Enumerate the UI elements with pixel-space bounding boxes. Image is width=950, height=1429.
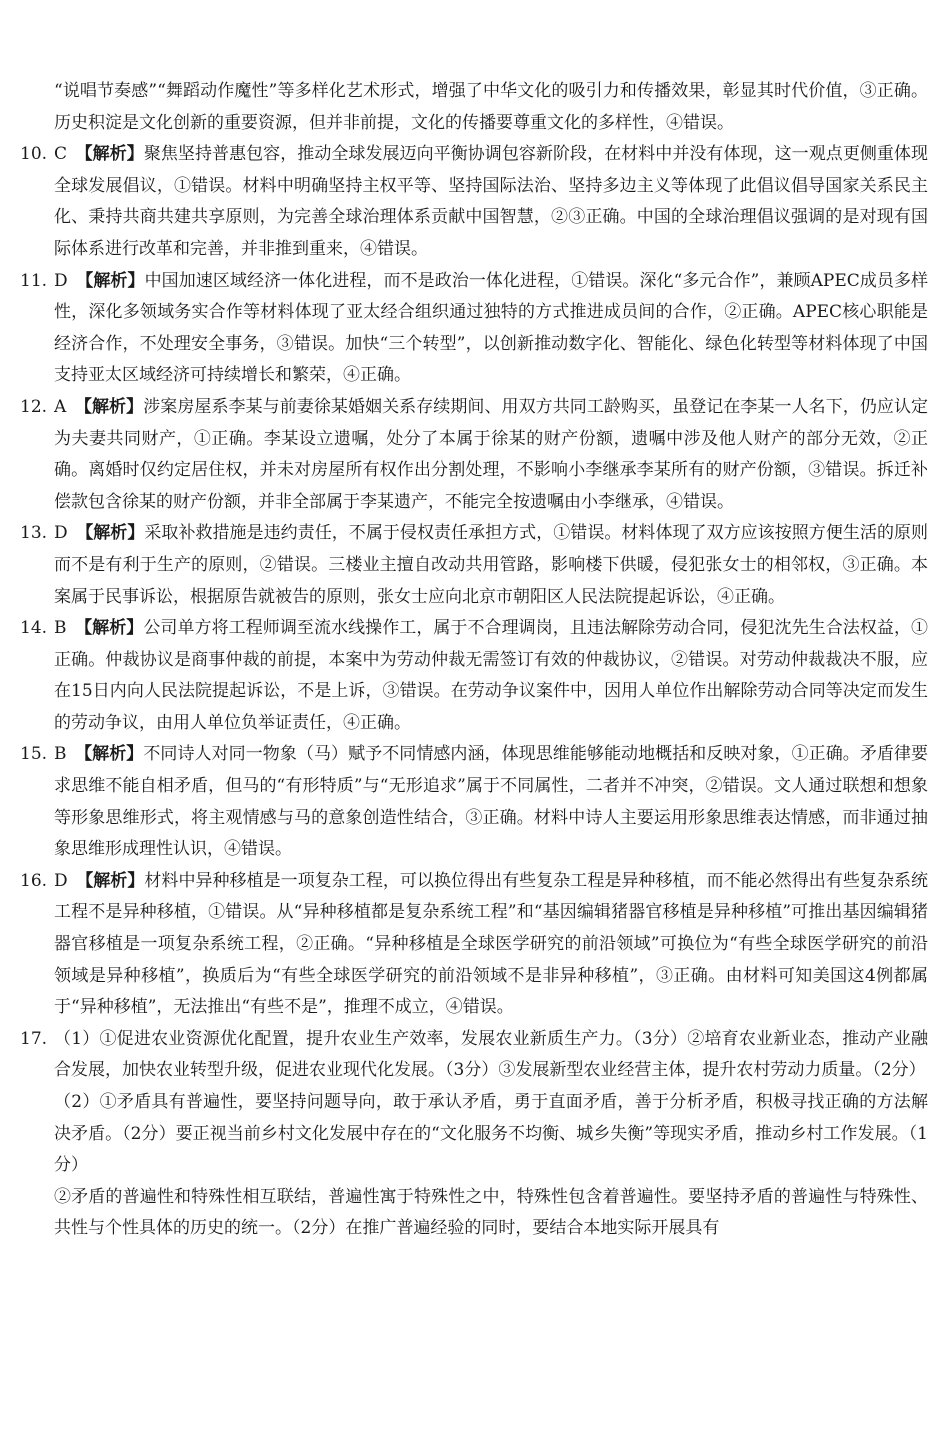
answer-item-13 [20,518,928,613]
item-text: 涉案房屋系李某与前妻徐某婚姻关系存续期间、用双方共同工龄购买，虽登记在李某一人名下，仍应认定为夫妻共同财产，①正确。李某设立遗嘱，处分了本属于徐某的财产份额，遗嘱中涉及他人财产的部分无效，②正确。离婚时仅约定居住权，并未对房屋所有权作出分割处理，不影响小李继承李某所有的财产份额，③错误。拆迁补偿款包含徐某的财产份额，并非全部属于李某遗产，不能完全按遗嘱由小李继承，④错误。 [54,396,929,512]
item-answer: D [54,270,68,291]
q17-part3: ②矛盾的普遍性和特殊性相互联结，普遍性寓于特殊性之中，特殊性包含着普遍性。要坚持矛盾的普遍性与特殊性、共性与个性具体的历史的统一。（2分）在推广普遍经验的同时，要结合本地实际开展具有 [54,1186,928,1239]
item-answer: B [54,618,67,639]
item-body [54,613,928,739]
analysis-tag: 【解析】 [84,144,144,165]
intro-paragraph: “说唱节奏感”“舞蹈动作魔性”等多样化艺术形式，增强了中华文化的吸引力和传播效果，彰显其时代价值，③正确。历史积淀是文化创新的重要资源，但并非前提，文化的传播要尊重文化的多样性，④错误。 [54,81,928,133]
item-text: 材料中异种移植是一项复杂工程，可以换位得出有些复杂工程是异种移植，而不能必然得出有些复杂系统工程不是异种移植，①错误。从“异种移植都是复杂系统工程”和“基因编辑猪器官移植是异种移植”可推出基因编辑猪器官移植是一项复杂系统工程，②正确。“异种移植是全球医学研究的前沿领域”可换位为“有些全球医学研究的前沿领域是异种移植”，换质后为“有些全球医学研究的前沿领域不是非异种移植”，③正确。由材料可知美国这4例都属于“异种移植”，无法推出“有些不是”，推理不成立，④错误。 [54,870,929,1018]
analysis-tag: 【解析】 [84,523,145,544]
answer-item-16 [20,866,928,1024]
item-answer: C [54,144,68,165]
answer-item-11 [20,266,928,392]
item-answer: A [54,396,67,417]
item-text: 聚焦坚持普惠包容，推动全球发展迈向平衡协调包容新阶段，在材料中并没有体现，这一观点更侧重体现全球发展倡议，①错误。材料中明确坚持主权平等、坚持国际法治、坚持多边主义等体现了此倡议倡导国家关系民主化、秉持共商共建共享原则，为完善全球治理体系贡献中国智慧，②③正确。中国的全球治理倡议强调的是对现有国际体系进行改革和完善，并非推到重来，④错误。 [54,144,929,259]
answer-item-10 [20,139,928,265]
item-number: 13. [20,523,48,544]
analysis-tag: 【解析】 [83,744,144,765]
item-answer: D [54,523,68,544]
item-number: 12. [20,396,48,417]
item-text: 公司单方将工程师调至流水线操作工，属于不合理调岗，且违法解除劳动合同，侵犯沈先生合法权益，①正确。仲裁协议是商事仲裁的前提，本案中为劳动仲裁无需签订有效的仲裁协议，②错误。对劳动仲裁裁决不服，应在15日内向人民法院提起诉讼，不是上诉，③错误。在劳动争议案件中，因用人单位作出解除劳动合同等决定而发生的劳动争议，由用人单位负举证责任，④正确。 [54,618,929,733]
item-answer: D [54,870,68,891]
analysis-tag: 【解析】 [84,870,145,891]
answer-item-17 [20,1024,928,1245]
answer-item-15 [20,739,928,865]
answer-item-14 [20,613,928,739]
item-answer: B [54,744,67,765]
item-body [54,518,928,613]
q17-part1: （1）①促进农业资源优化配置，提升农业生产效率，发展农业新质生产力。（3分）②培育农业新业态，推动产业融合发展，加快农业转型升级，促进农业现代化发展。（3分）③发展新型农业经营主体，提升农村劳动力质量。（2分） [54,1028,928,1081]
analysis-tag: 【解析】 [84,270,145,291]
item-text: 中国加速区域经济一体化进程，而不是政治一体化进程，①错误。深化“多元合作”，兼顾APEC成员多样性，深化多领域务实合作等材料体现了亚太经合组织通过独特的方式推进成员间的合作，②正确。APEC核心职能是经济合作，不处理安全事务，③错误。加快“三个转型”，以创新推动数字化、智能化、绿色化转型等材料体现了中国支持亚太区域经济可持续增长和繁荣，④正确。 [54,270,929,386]
item-text: 采取补救措施是违约责任，不属于侵权责任承担方式，①错误。材料体现了双方应该按照方便生活的原则而不是有利于生产的原则，②错误。三楼业主擅自改动共用管路，影响楼下供暖，侵犯张女士的相邻权，③正确。本案属于民事诉讼，根据原告就被告的原则，张女士应向北京市朝阳区人民法院提起诉讼，④正确。 [54,523,929,607]
item-body [54,739,928,865]
item-number: 17. [20,1028,48,1049]
item-number: 14. [20,618,48,639]
item-number: 10. [20,144,48,165]
item-number: 15. [20,744,48,765]
item-body [54,139,928,265]
analysis-tag: 【解析】 [83,396,144,417]
item-text: 不同诗人对同一物象（马）赋予不同情感内涵，体现思维能够能动地概括和反映对象，①正确。矛盾律要求思维不能自相矛盾，但马的“有形特质”与“无形追求”属于不同属性，二者并不冲突，②错误。文人通过联想和想象等形象思维形式，将主观情感与马的意象创造性结合，③正确。材料中诗人主要运用形象思维表达情感，而非通过抽象思维形成理性认识，④错误。 [54,744,929,860]
item-body [54,266,928,392]
item-body [54,866,928,1024]
item-number: 11. [20,270,48,291]
answer-item-12 [20,392,928,518]
item-number: 16. [20,870,48,891]
item-body [54,392,928,518]
q17-part2: （2）①矛盾具有普遍性，要坚持问题导向，敢于承认矛盾，勇于直面矛盾，善于分析矛盾，积极寻找正确的方法解决矛盾。（2分）要正视当前乡村文化发展中存在的“文化服务不均衡、城乡失衡”等现实矛盾，推动乡村工作发展。（1分） [54,1092,928,1176]
analysis-tag: 【解析】 [83,618,144,639]
